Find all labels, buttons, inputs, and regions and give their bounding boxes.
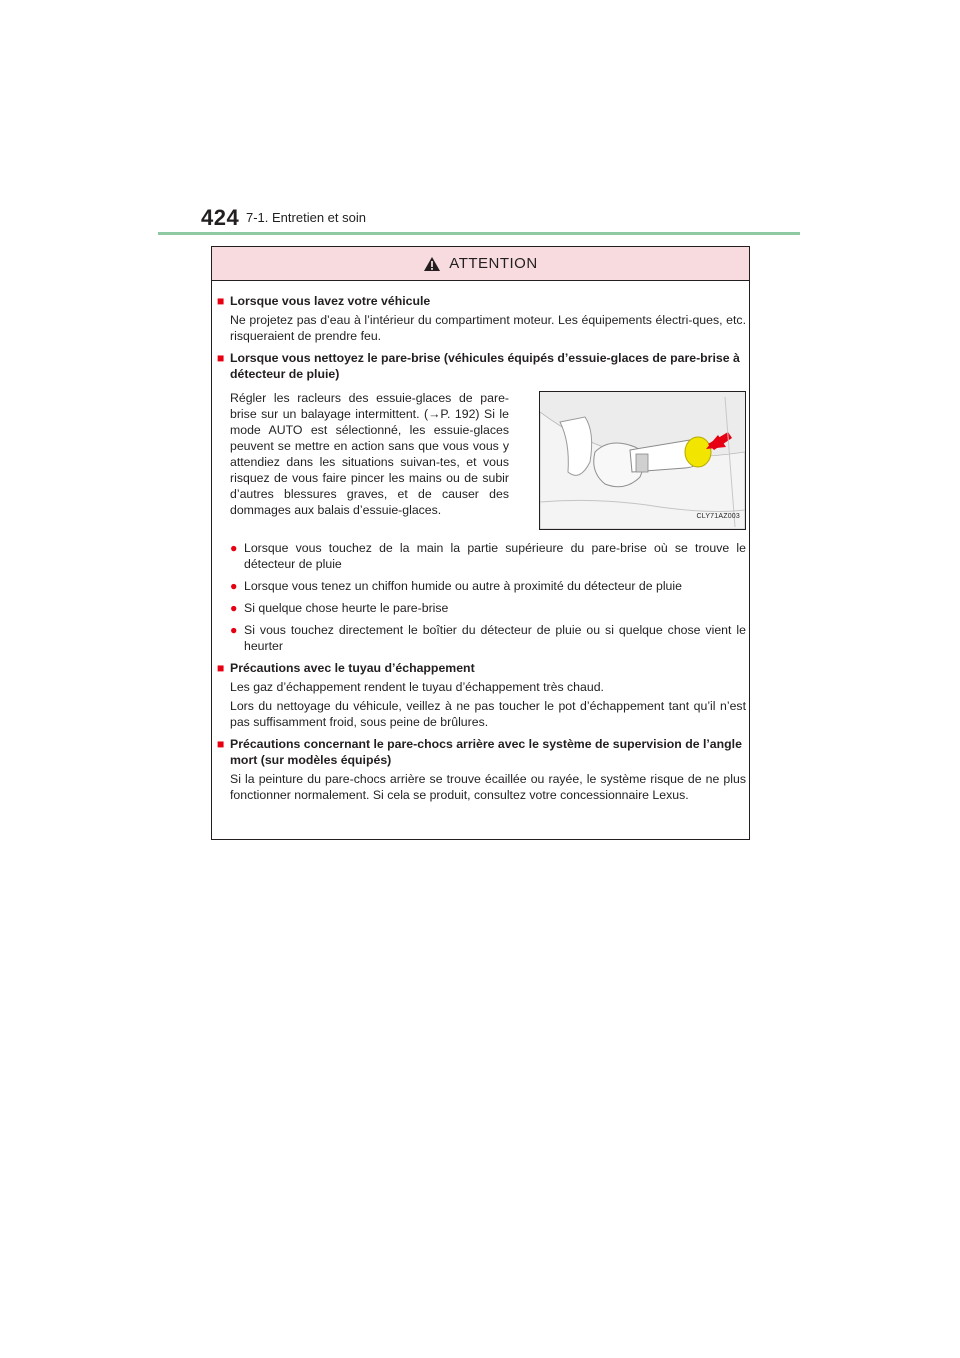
list-item: ● Lorsque vous touchez de la main la partie supérieure du pare-brise où se trouve le détecteur de pluie [230, 541, 746, 571]
list-item: ● Si quelque chose heurte le pare-brise [230, 601, 449, 615]
section-heading: ■ Précautions avec le tuyau d’échappement [217, 661, 475, 675]
section-title: 7-1. Entretien et soin [246, 210, 366, 225]
page-number: 424 [201, 205, 240, 230]
paragraph: Si la peinture du pare-chocs arrière se trouve écaillée ou rayée, le système risque de ne plus fonctionner normalement. Si cela se produit, consultez votre concessionnaire Lexus. [230, 772, 746, 802]
figure-code: CLY71AZ003 [696, 513, 740, 520]
warning-triangle-icon [423, 256, 441, 272]
caution-box [211, 246, 750, 840]
paragraph: Lors du nettoyage du véhicule, veillez à ne pas toucher le pot d’échappement tant qu’il n’est pas suffisamment froid, sous peine de brûlures. [230, 699, 746, 729]
paragraph: Ne projetez pas d’eau à l’intérieur du compartiment moteur. Les équipements électri-ques, etc. risqueraient de prendre feu. [230, 313, 746, 343]
section-heading: ■ Précautions concernant le pare-chocs arrière avec le système de supervision de l’angle mort (sur modèles équipés) [217, 737, 742, 767]
caution-title: ATTENTION [449, 255, 538, 272]
list-item: ● Lorsque vous tenez un chiffon humide ou autre à proximité du détecteur de pluie [230, 579, 682, 593]
paragraph: Régler les racleurs des essuie-glaces de pare-brise sur un balayage intermittent. (→P. 192) Si le mode AUTO est sélectionné, les essuie-glaces peuvent se mettre en action sans que vous vous y attendiez dans les situations suivan-tes, et vous risquez de vous faire pincer les mains ou de subir d’autres blessures graves, et de causer des dommages aux balais d’essuie-glaces. [230, 391, 509, 517]
section-heading: ■ Lorsque vous lavez votre véhicule [217, 294, 431, 308]
header-rule [158, 232, 800, 235]
section-heading: ■ Lorsque vous nettoyez le pare-brise (véhicules équipés d’essuie-glaces de pare-brise à détecteur de pluie) [217, 351, 740, 381]
list-item: ● Si vous touchez directement le boîtier du détecteur de pluie ou si quelque chose vient le heurter [230, 623, 746, 653]
caution-header [212, 247, 749, 281]
wiper-switch-illustration [539, 391, 746, 530]
caution-content [217, 289, 746, 803]
paragraph: Les gaz d’échappement rendent le tuyau d’échappement très chaud. [230, 680, 604, 694]
wiper-intro-row [217, 390, 746, 530]
